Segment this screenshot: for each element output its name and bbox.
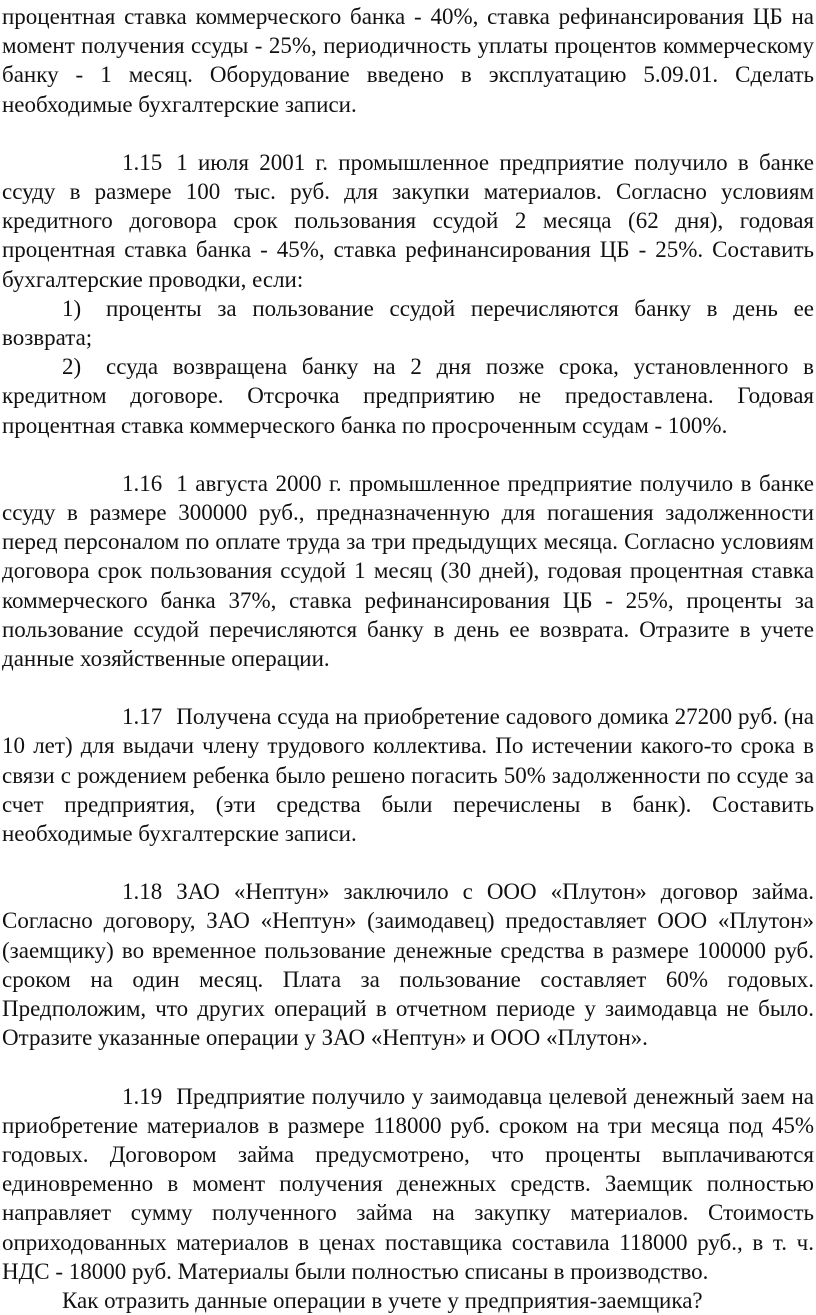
list-item-2 [2, 352, 814, 440]
task-number: 1.16 [122, 470, 163, 496]
list-item-1 [2, 294, 814, 352]
task-number: 1.19 [122, 1083, 163, 1109]
task-text: Предприятие получило у заимодавца целевой денежный заем на приобретение материалов в размере 118000 руб. сроком на три месяца под 45% годовых. Договором займа предусмотрено, что проценты выплачиваются единовременно в момент получения денежных средств. Заемщик полностью направляет сумму полученного займа на закупку материалов. Стоимость оприходованных материалов в ценах поставщика составила 118000 руб., в т. ч. НДС - 18000 руб. Материалы были полностью списаны в производство. [2, 1083, 814, 1284]
task-text: Получена ссуда на приобретение садового домика 27200 руб. (на 10 лет) для выдачи члену трудового коллектива. По истечении какого-то срока в связи с рождением ребенка было решено погасить 50% задолженности по ссуде за счет предприятия, (эти средства были перечислены в банк). Составить необходимые бухгалтерские записи. [2, 704, 814, 847]
task-number: 1.17 [122, 704, 163, 730]
task-1-19-question: Как отразить данные операции в учете у предприятия-заемщика? [62, 1287, 703, 1313]
spacer [2, 119, 814, 148]
task-1-16 [2, 469, 814, 673]
paragraph-continuation: процентная ставка коммерческого банка - 40%, ставка рефинансирования ЦБ на момент получения ссуды - 25%, периодичность уплаты процентов коммерческому банку - 1 месяц. Оборудование введено в эксплуатацию 5.09.01. Сделать необходимые бухгалтерские записи. [2, 4, 814, 117]
task-1-15 [2, 148, 814, 294]
list-text: проценты за пользование ссудой перечисляются банку в день ее возврата; [2, 295, 814, 351]
list-number: 2) [62, 354, 82, 380]
spacer [2, 1053, 814, 1082]
spacer [2, 673, 814, 702]
list-text: ссуда возвращена банку на 2 дня позже срока, установленного в кредитном договоре. Отсрочка предприятию не предоставлена. Годовая процентная ставка коммерческого банка по просроченным ссудам - 100%. [2, 354, 814, 438]
task-number: 1.15 [122, 149, 163, 175]
task-1-19 [2, 1082, 814, 1286]
task-1-17 [2, 702, 814, 848]
task-1-18 [2, 877, 814, 1052]
task-number: 1.18 [122, 879, 163, 905]
task-text: ЗАО «Нептун» заключило с ООО «Плутон» договор займа. Согласно договору, ЗАО «Нептун» (заимодавец) предоставляет ООО «Плутон» (заемщику) во временное пользование денежные средства в размере 100000 руб. сроком на один месяц. Плата за пользование составляет 60% годовых. Предположим, что других операций в отчетном периоде у заимодавца не было. Отразите указанные операции у ЗАО «Нептун» и ООО «Плутон». [2, 879, 814, 1051]
task-text: 1 июля 2001 г. промышленное предприятие получило в банке ссуду в размере 100 тыс. руб. для закупки материалов. Согласно условиям кредитного договора срок пользования ссудой 2 месяца (62 дня), годовая процентная ставка банка - 45%, ставка рефинансирования ЦБ - 25%. Составить бухгалтерские проводки, если: [2, 149, 814, 292]
spacer [2, 848, 814, 877]
task-text: 1 августа 2000 г. промышленное предприятие получило в банке ссуду в размере 300000 руб., предназначенную для погашения задолженности перед персоналом по оплате труда за три предыдущих месяца. Согласно условиям договора срок пользования ссудой 1 месяц (30 дней), годовая процентная ставка коммерческого банка 37%, ставка рефинансирования ЦБ - 25%, проценты за пользование ссудой перечисляются банку в день ее возврата. Отразите в учете данные хозяйственные операции. [2, 470, 814, 672]
spacer [2, 440, 814, 469]
list-number: 1) [62, 295, 82, 321]
